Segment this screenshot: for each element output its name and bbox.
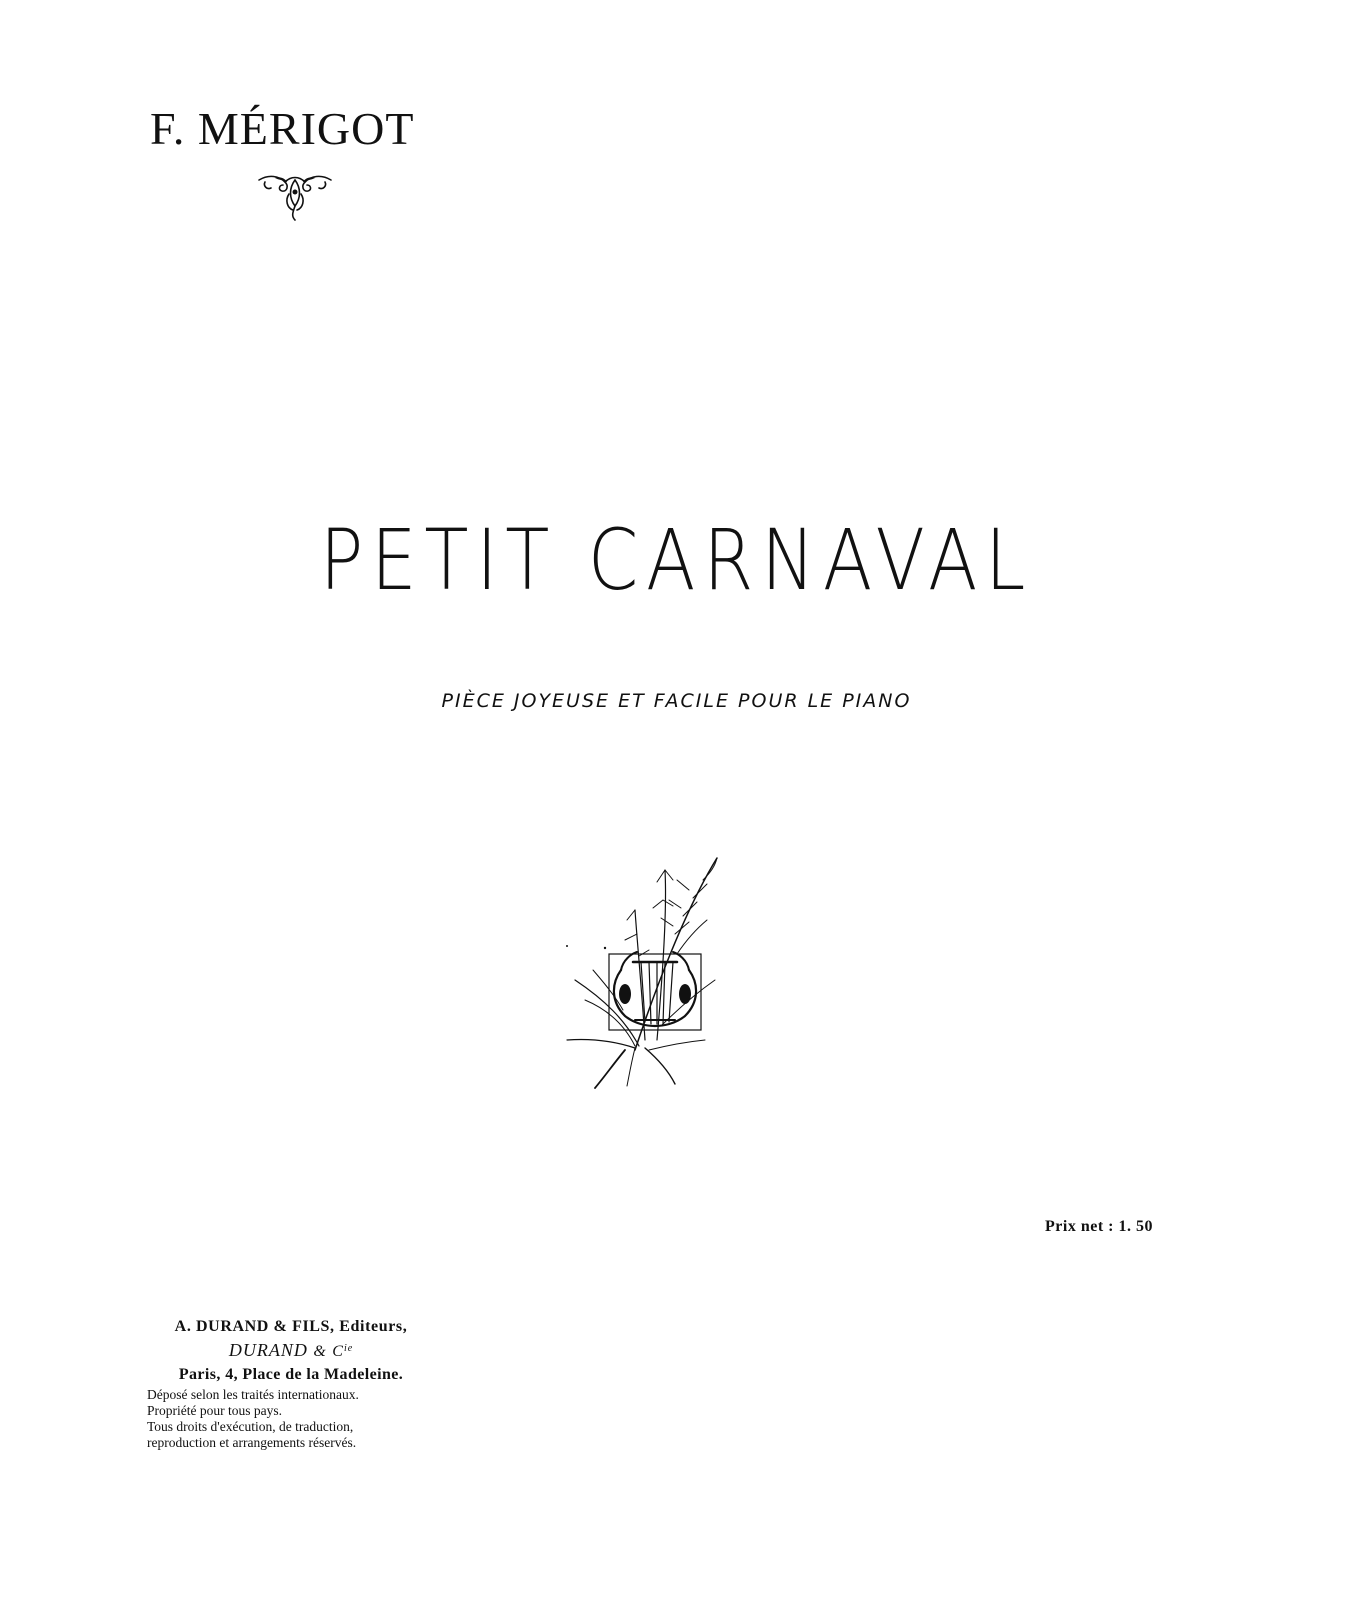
piece-subtitle: PIÈCE JOYEUSE ET FACILE POUR LE PIANO <box>441 690 912 712</box>
floral-ornament-icon <box>255 168 335 222</box>
net-price: Prix net : 1. 50 <box>1045 1218 1153 1235</box>
composer-name: F. MÉRIGOT <box>150 103 415 154</box>
publisher-imprint <box>145 1316 437 1451</box>
publisher-address: Paris, 4, Place de la Madeleine. <box>178 1366 404 1383</box>
company-superscript: ie <box>343 1343 354 1354</box>
legal-note-rights: Tous droits d'exécution, de traduction, <box>147 1419 354 1434</box>
legal-note-reproduction: reproduction et arrangements réservés. <box>147 1435 357 1450</box>
company-ampersand: & <box>313 1343 327 1360</box>
company-c: C <box>332 1343 344 1360</box>
company-name: DURAND <box>228 1340 308 1360</box>
lyre-with-reeds-icon <box>565 850 735 1095</box>
publisher-name: A. DURAND & FILS, Editeurs, <box>174 1318 408 1335</box>
legal-note-deposit: Déposé selon les traités internationaux. <box>147 1387 359 1402</box>
piece-title: PETIT CARNAVAL <box>319 511 1034 609</box>
legal-note-property: Propriété pour tous pays. <box>147 1403 282 1418</box>
publisher-company <box>145 1338 437 1363</box>
